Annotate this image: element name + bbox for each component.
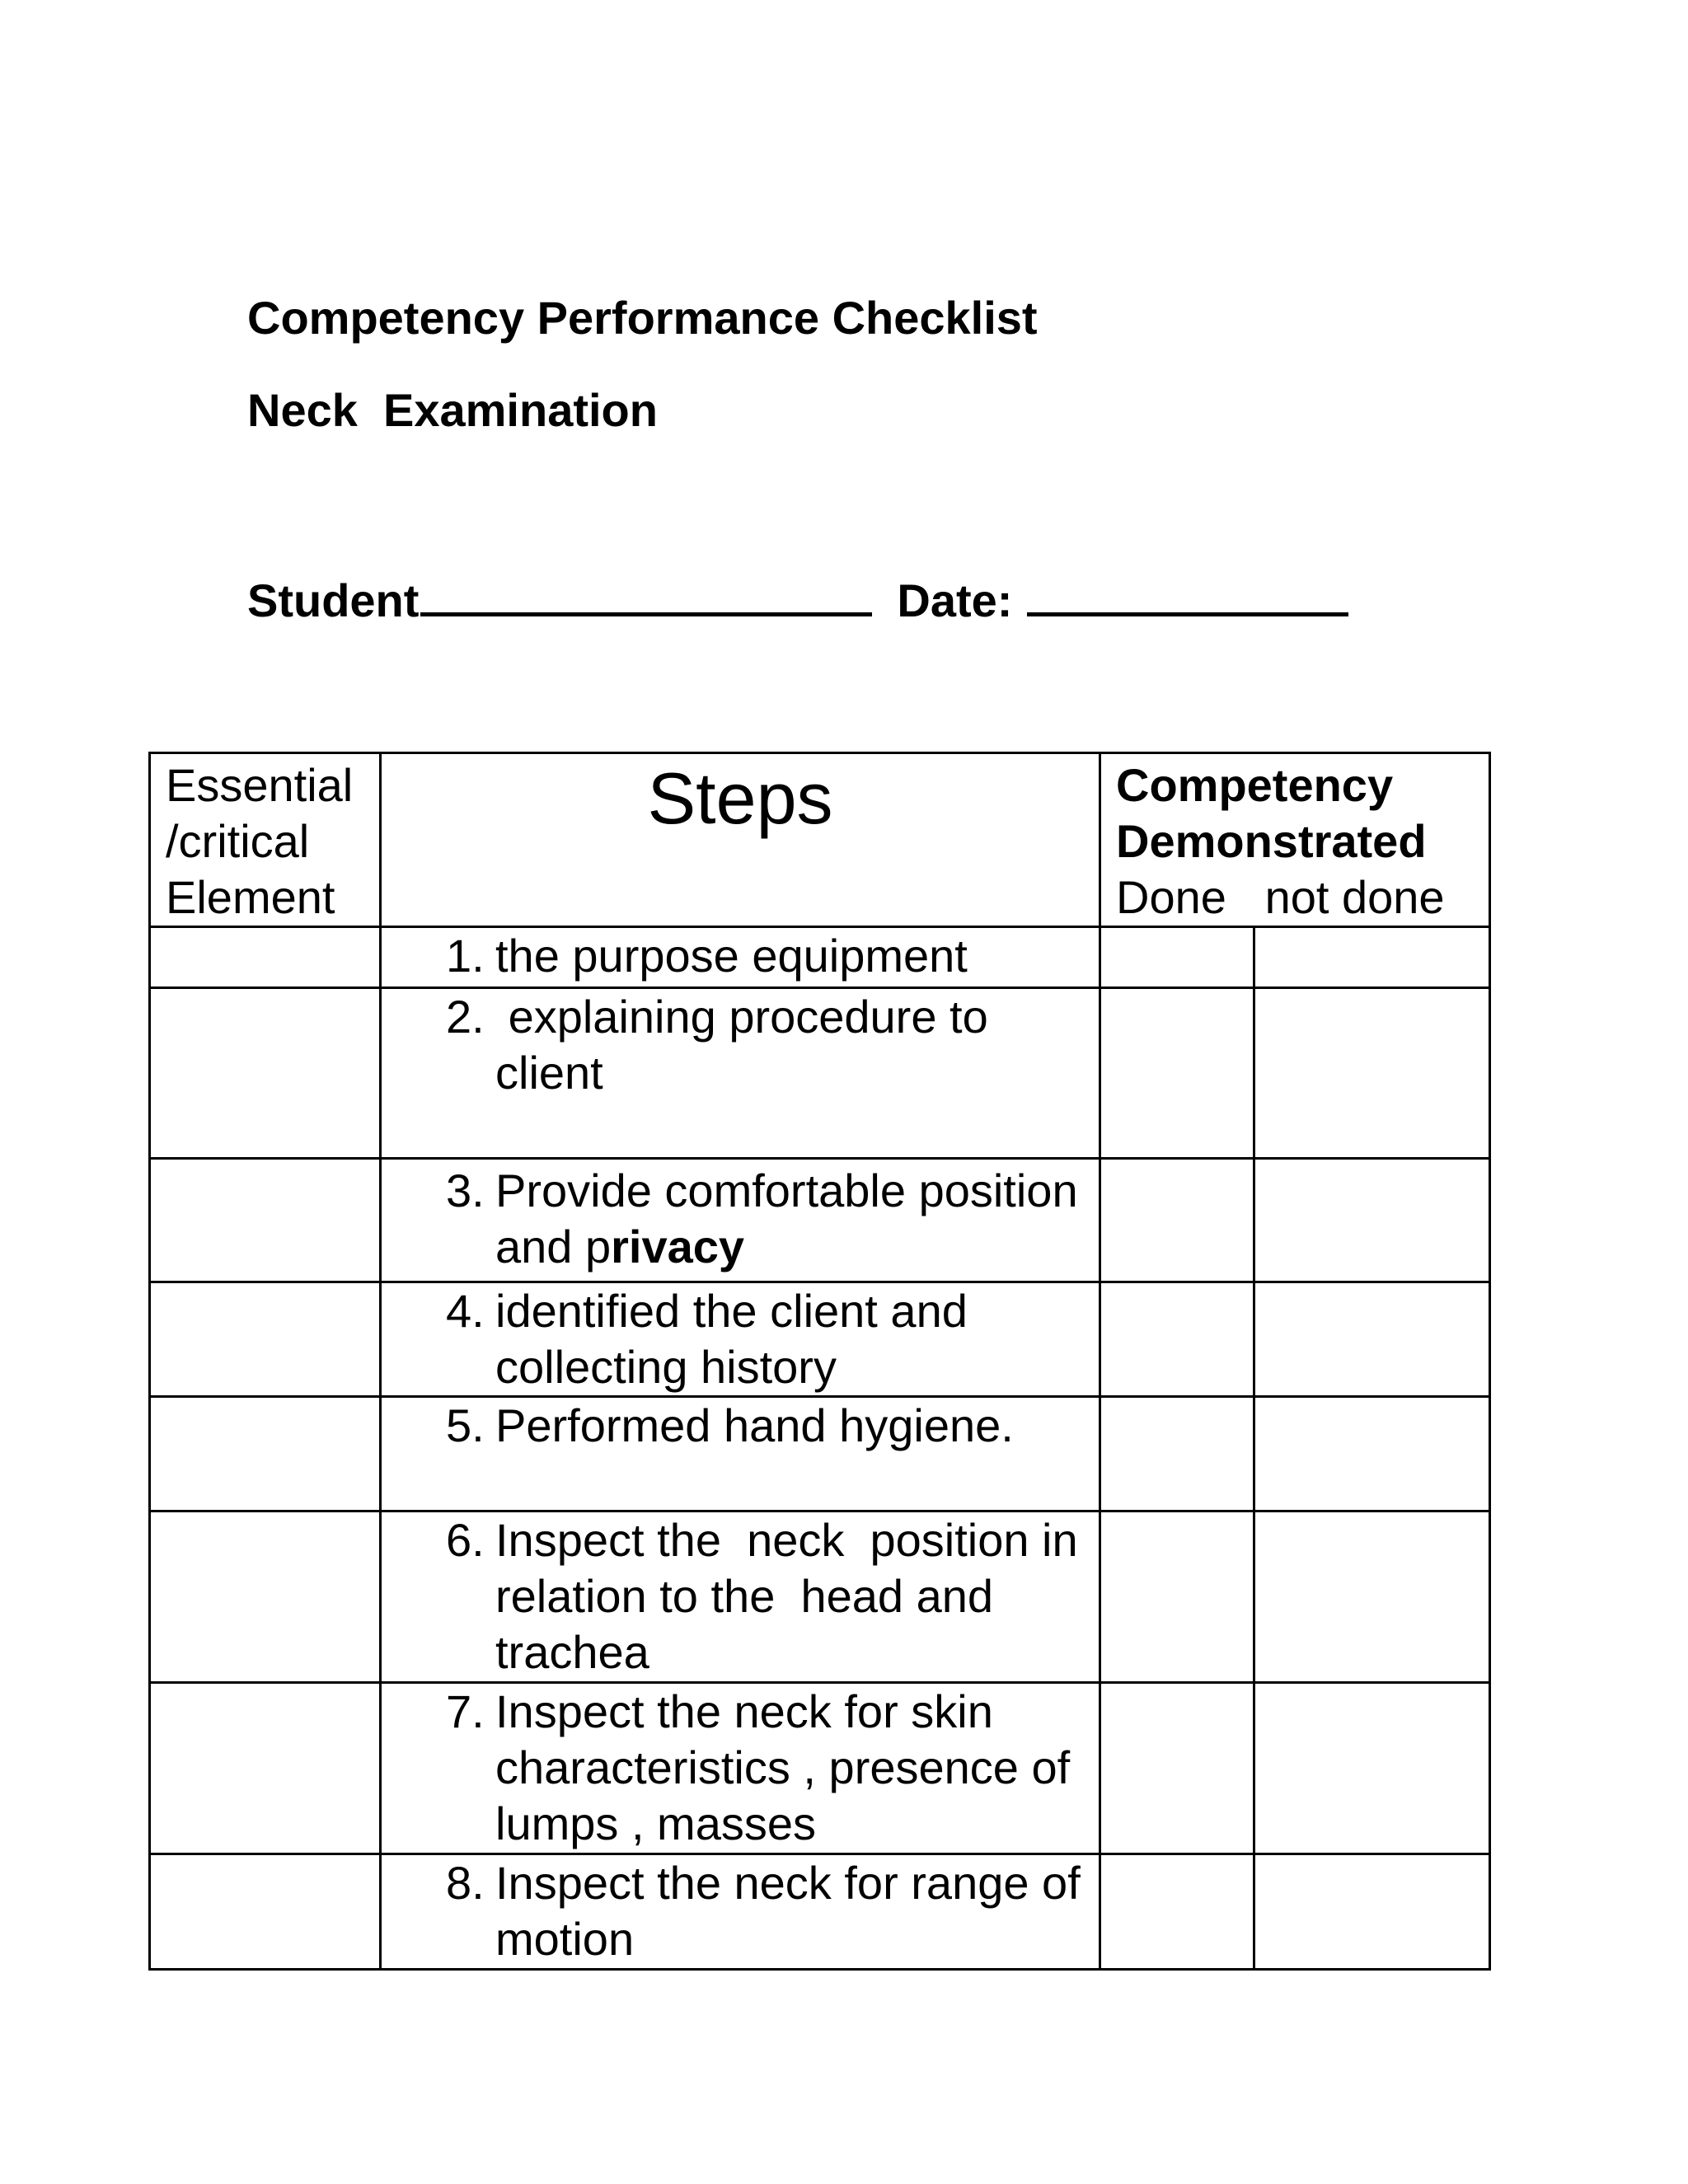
essential-critical-element-header: Essential /critical Element (150, 753, 381, 927)
table-row (150, 1683, 1490, 1854)
done-cell[interactable] (1100, 1854, 1254, 1970)
done-cell[interactable] (1100, 1683, 1254, 1854)
done-cell[interactable] (1100, 1397, 1254, 1511)
document-title: Competency Performance Checklist (247, 292, 1038, 344)
step-cell: 5. Performed hand hygiene. (381, 1397, 1100, 1511)
done-cell[interactable] (1100, 1282, 1254, 1397)
table-row (150, 988, 1490, 1159)
not-done-cell[interactable] (1254, 927, 1490, 988)
essential-cell[interactable] (150, 1854, 381, 1970)
student-date-line (247, 571, 1348, 624)
table-row (150, 1282, 1490, 1397)
not-done-cell[interactable] (1254, 1282, 1490, 1397)
essential-cell[interactable] (150, 1683, 381, 1854)
step-cell: 8. Inspect the neck for range of motion (381, 1854, 1100, 1970)
not-done-cell[interactable] (1254, 1397, 1490, 1511)
essential-cell[interactable] (150, 988, 381, 1159)
not-done-cell[interactable] (1254, 988, 1490, 1159)
step-cell: 6. Inspect the neck position in relation to the head and trachea (381, 1511, 1100, 1683)
table-row (150, 1159, 1490, 1282)
not-done-header: not done (1264, 871, 1445, 923)
date-label: Date: (897, 574, 1013, 626)
step-cell: 2. explaining procedure to client (381, 988, 1100, 1159)
table-row (150, 1397, 1490, 1511)
table-row (150, 927, 1490, 988)
essential-cell[interactable] (150, 1511, 381, 1683)
competency-demonstrated-header: Competency Demonstrated Done not done (1100, 753, 1490, 927)
student-label: Student (247, 574, 420, 626)
essential-cell[interactable] (150, 1397, 381, 1511)
student-name-field[interactable] (420, 571, 872, 616)
step-cell: 1. the purpose equipment (381, 927, 1100, 988)
table-row (150, 1511, 1490, 1683)
not-done-cell[interactable] (1254, 1683, 1490, 1854)
done-header: Done (1116, 871, 1226, 923)
not-done-cell[interactable] (1254, 1854, 1490, 1970)
essential-cell[interactable] (150, 1159, 381, 1282)
step-cell: 4. identified the client and collecting history (381, 1282, 1100, 1397)
document-subtitle: Neck Examination (247, 384, 658, 436)
step-cell: 3. Provide comfortable position and privacy (381, 1159, 1100, 1282)
not-done-cell[interactable] (1254, 1159, 1490, 1282)
essential-cell[interactable] (150, 927, 381, 988)
competency-checklist-table (148, 752, 1491, 1971)
table-header-row (150, 753, 1490, 927)
not-done-cell[interactable] (1254, 1511, 1490, 1683)
essential-cell[interactable] (150, 1282, 381, 1397)
table-row (150, 1854, 1490, 1970)
step-cell: 7. Inspect the neck for skin characteristics , presence of lumps , masses (381, 1683, 1100, 1854)
steps-header: Steps (381, 753, 1100, 927)
done-cell[interactable] (1100, 1159, 1254, 1282)
done-cell[interactable] (1100, 988, 1254, 1159)
done-cell[interactable] (1100, 927, 1254, 988)
date-field[interactable] (1027, 571, 1348, 616)
done-cell[interactable] (1100, 1511, 1254, 1683)
